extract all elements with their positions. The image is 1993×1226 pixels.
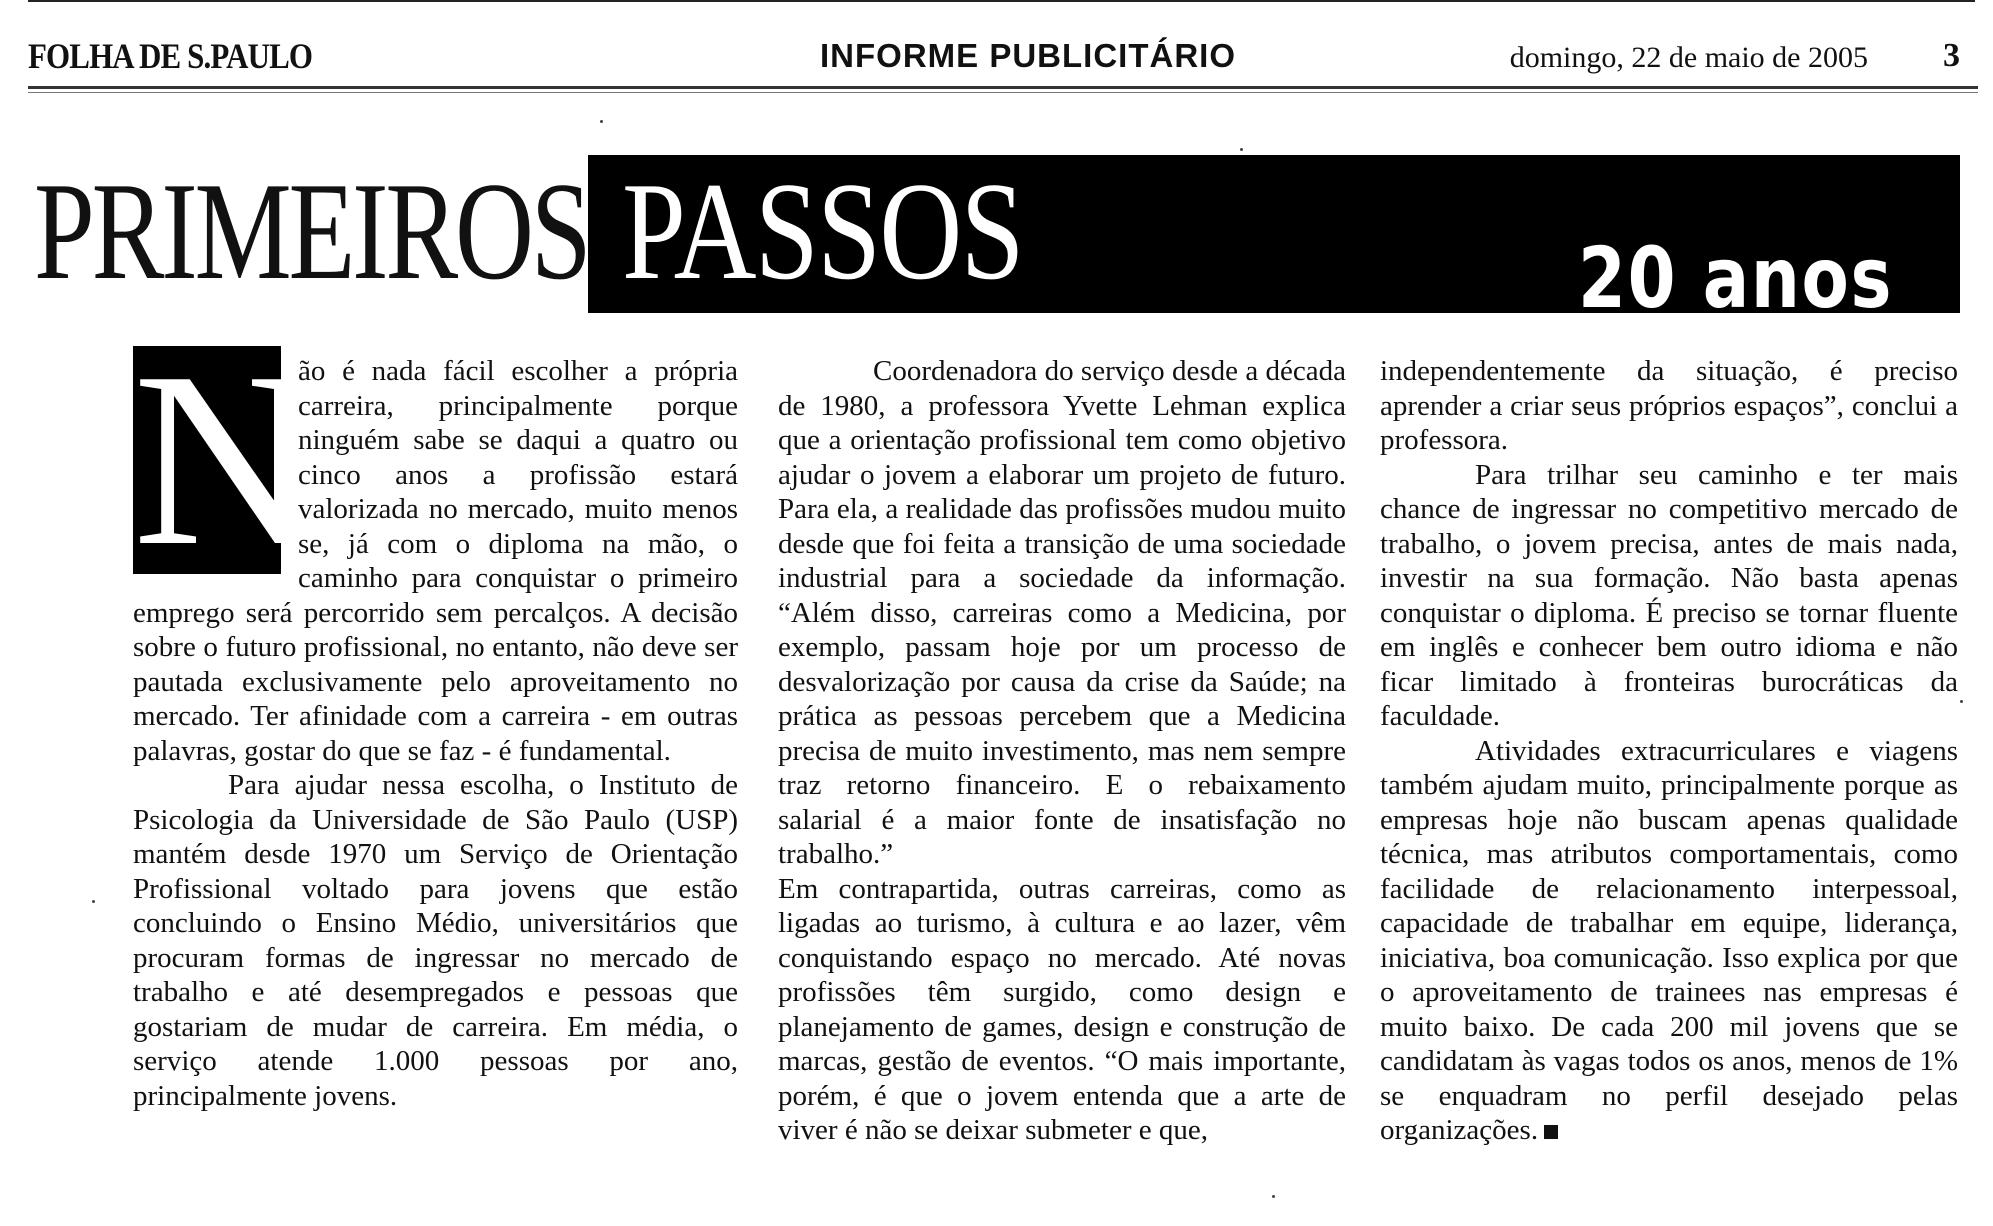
newspaper-brand: FOLHA DE S.PAULO	[28, 36, 313, 76]
print-speck	[92, 900, 95, 903]
anniversary-badge: 20 anos	[1578, 229, 1894, 327]
column1-paragraph-1: ão é nada fácil escolher a própria carreira, principalmente porque ninguém sabe se daqui a quatro ou cinco anos a profissão estará valorizada no mercado, muito menos se, já com o diploma na mão, o caminho para conquistar o primeiro emprego será percorrido sem percalços. A decisão sobre o futuro profissional, no entanto, não deve ser pautada exclusivamente pelo aproveitamento no mercado. Ter afinidade com a carreira - em outras palavras, gostar do que se faz - é fundamental.	[133, 355, 738, 767]
drop-cap-spacer	[133, 354, 298, 582]
column3-paragraph-3-text: Atividades extracurriculares e viagens também ajudam muito, principalmente porque as empresas hoje não buscam apenas qualidade técnica, mas atributos comportamentais, como facilidade de relacionamento interpessoal, capacidade de trabalhar em equipe, liderança, iniciativa, boa comunicação. Isso explica por que o aproveitamento de trainees nas empresas é muito baixo. De cada 200 mil jovens que se candidatam às vagas todos os anos, menos de 1% se enquadram no perfil desejado pelas organizações.	[1380, 734, 1958, 1146]
end-of-article-square-icon	[1544, 1125, 1558, 1139]
page-number: 3	[1943, 37, 1960, 74]
drop-cap: N	[133, 321, 314, 598]
column3-paragraph-1: independentemente da situação, é preciso aprender a criar seus próprios espaços”, conclui a professora.	[1380, 355, 1958, 456]
masthead	[28, 35, 1978, 87]
headline-passos: PASSOS	[622, 154, 1023, 309]
dateline: domingo, 22 de maio de 2005	[1509, 41, 1868, 74]
article-column-3	[1380, 354, 1958, 1148]
article-column-2	[778, 354, 1346, 1148]
top-rule	[28, 0, 1975, 2]
column3-paragraph-3	[1380, 734, 1958, 1148]
column1-paragraph-2: Para ajudar nessa escolha, o Instituto de Psicologia da Universidade de São Paulo (USP) mantém desde 1970 um Serviço de Orientação Profissional voltado para jovens que estão concluindo o Ensino Médio, universitários que procuram formas de ingressar no mercado de trabalho e até desempregados e pessoas que gostariam de mudar de carreira. Em média, o serviço atende 1.000 pessoas por ano, principalmente jovens.	[133, 769, 738, 1112]
masthead-rule-thin	[28, 92, 1978, 93]
print-speck	[1240, 148, 1243, 151]
article-column-1	[133, 354, 738, 1113]
print-speck	[1960, 700, 1963, 703]
column3-paragraph-2: Para trilhar seu caminho e ter mais chance de ingressar no competitivo mercado de trabalho, o jovem precisa, antes de mais nada, investir na sua formação. Não basta apenas conquistar o diploma. É preciso se tornar fluente em inglês e conhecer bem outro idioma e não ficar limitado à fronteiras burocráticas da faculdade.	[1380, 458, 1958, 732]
print-speck	[600, 120, 603, 123]
print-speck	[1272, 1195, 1275, 1198]
section-label: INFORME PUBLICITÁRIO	[820, 37, 1236, 74]
column2-paragraph-2: Em contrapartida, outras carreiras, como as ligadas ao turismo, à cultura e ao lazer, vêm conquistando espaço no mercado. Até novas profissões têm surgido, como design e planejamento de games, design e construção de marcas, gestão de eventos. “O mais importante, porém, é que o jovem entenda que a arte de viver é não se deixar submeter e que,	[778, 872, 1346, 1146]
column2-paragraph-1: Coordenadora do serviço desde a década de 1980, a professora Yvette Lehman explica que a orientação profissional tem como objetivo ajudar o jovem a elaborar um projeto de futuro. Para ela, a realidade das profissões mudou muito desde que foi feita a transição de uma sociedade industrial para a sociedade da informação. “Além disso, carreiras como a Medicina, por exemplo, passam hoje por um processo de desvalorização por causa da crise da Saúde; na prática as pessoas percebem que a Medicina precisa de muito investimento, mas nem sempre traz retorno financeiro. E o rebaixamento salarial é a maior fonte de insatisfação no trabalho.”	[778, 355, 1346, 870]
masthead-rule	[28, 86, 1978, 89]
headline-primeiros: PRIMEIROS	[34, 154, 589, 309]
